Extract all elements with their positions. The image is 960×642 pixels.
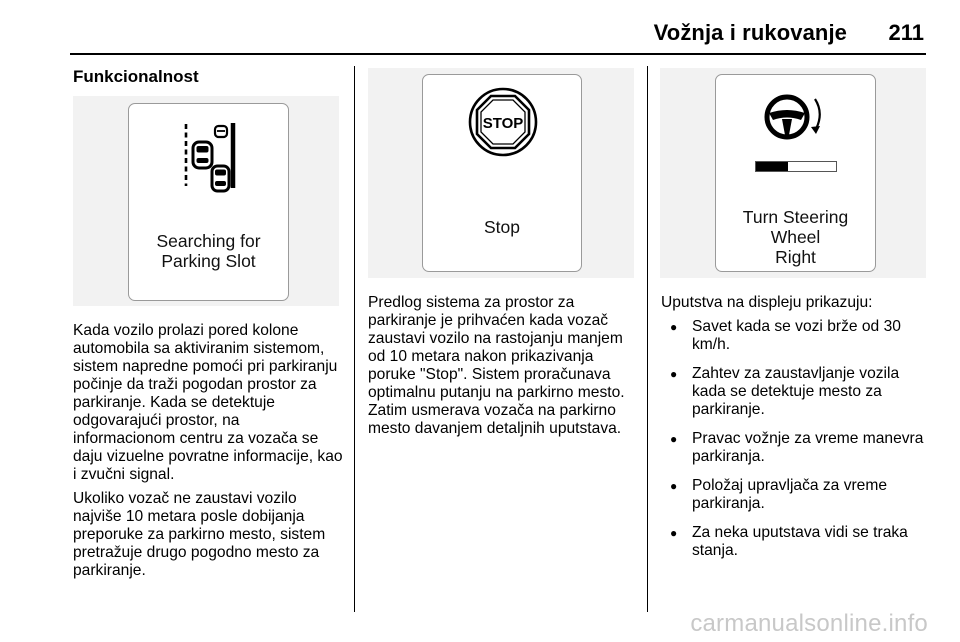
status-bar-fill [756, 162, 788, 171]
column-divider-2 [647, 66, 648, 612]
steering-line-3: Right [775, 247, 816, 267]
searching-line-1: Searching for [156, 231, 261, 251]
figure-stop-panel [368, 68, 634, 278]
list-item: ● Zahtev za zaustavljanje vozila kada se detektuje mesto za parkiranje. [661, 365, 931, 419]
list-item: ● Pravac vožnje za vreme manevra parkiranja. [661, 430, 931, 466]
display-stop [422, 74, 582, 272]
page-number: 211 [888, 20, 924, 45]
list-item: ● Za neka uputstava vidi se traka stanja. [661, 524, 931, 560]
header-divider [70, 53, 926, 55]
paragraph: Kada vozilo prolazi pored kolone automobila sa aktiviranim sistemom, sistem napredne pomoći pri parkiranju počinje da traži pogodan prostor za parkiranje. Kada se detektuje odgovarajući prostor, na informacionom centru za vozača se daju vizuelne povratne informacije, kao i zvučni signal. [73, 322, 343, 483]
figure-steering-panel [660, 68, 926, 278]
searching-line-2: Parking Slot [161, 251, 256, 271]
steering-wheel-icon [760, 89, 830, 149]
list-item: ● Savet kada se vozi brže od 30 km/h. [661, 318, 931, 354]
section-title: Funkcionalnost [73, 67, 199, 86]
parking-sensor-icon [129, 104, 290, 204]
paragraph: Predlog sistema za prostor za parkiranje je prihvaćen kada vozač zaustavi vozilo na rastojanju manjem od 10 metara nakon prikazivanja poruke "Stop". Sistem proračunava optimalnu putanju na parkirno mesto. Zatim usmerava vozača na parkirno mesto davanjem detaljnih uputstava. [368, 294, 625, 437]
column-1-text [73, 322, 345, 580]
column-2-text [368, 294, 640, 438]
stop-sign-text: STOP [482, 115, 524, 132]
column-divider-1 [354, 66, 355, 612]
steering-line-2: Wheel [770, 227, 821, 247]
watermark: carmanualsonline.info [690, 610, 928, 637]
chapter-title: Vožnja i rukovanje [653, 20, 847, 45]
column-3-text [661, 294, 931, 571]
list-item: ● Položaj upravljača za vreme parkiranja. [661, 477, 931, 513]
display-searching [128, 103, 289, 301]
status-bar [755, 161, 837, 172]
paragraph: Ukoliko vozač ne zaustavi vozilo najviše 10 metara posle dobijanja preporuke za parkirno mesto, sistem pretražuje drugo pogodno mesto za parkiranje. [73, 490, 326, 579]
display-steering [715, 74, 876, 272]
stop-sign-icon [467, 86, 539, 158]
instruction-list [661, 318, 931, 560]
list-intro: Uputstva na displeju prikazuju: [661, 294, 873, 311]
figure-searching-panel [73, 96, 339, 306]
stop-label: Stop [484, 217, 520, 237]
steering-line-1: Turn Steering [742, 207, 849, 227]
